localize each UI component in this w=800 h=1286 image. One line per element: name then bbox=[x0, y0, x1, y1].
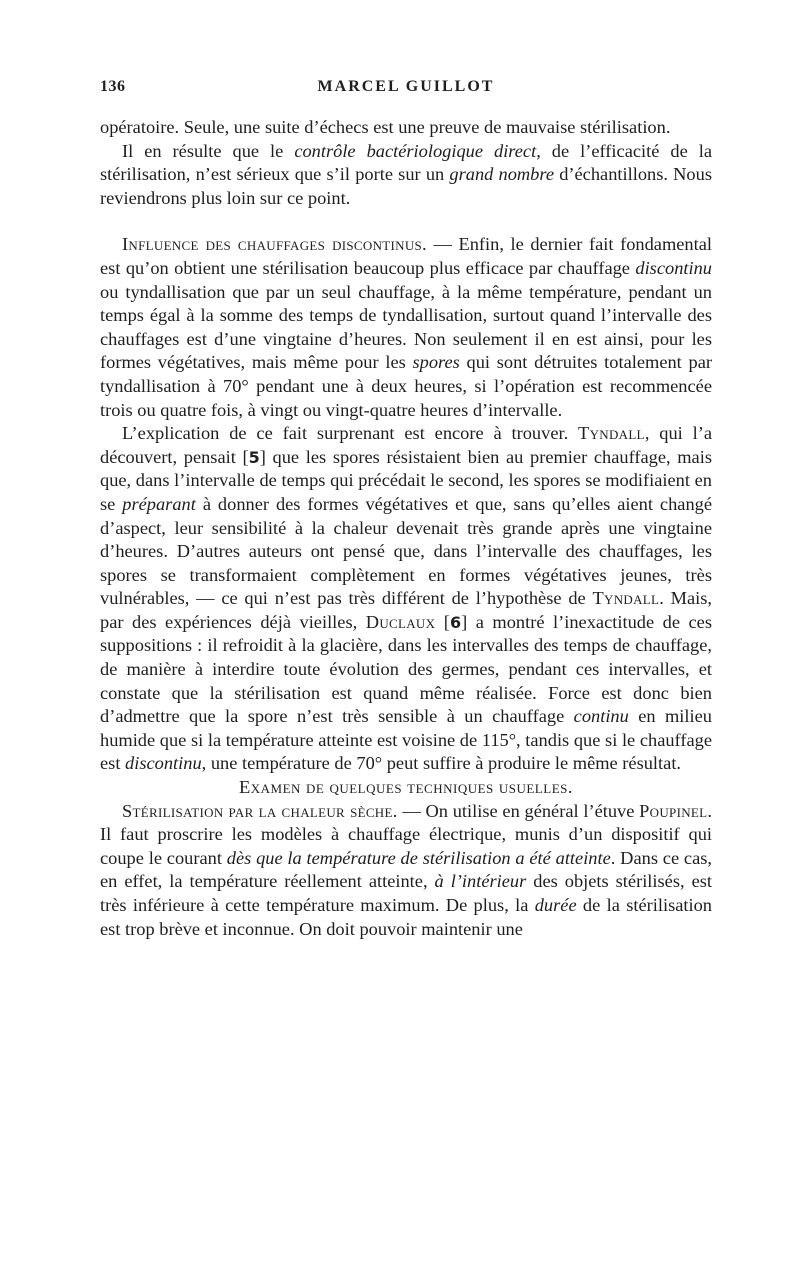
text-run: d’échantillons. Nous reviendrons plus loin sur ce point. bbox=[100, 164, 712, 208]
text-run: , une température de 70° peut suffire à produire le même résultat. bbox=[201, 753, 682, 774]
paragraph-bacteriological-control bbox=[100, 140, 712, 211]
run-in-heading: Stérilisation par la chaleur sèche. bbox=[122, 800, 398, 821]
italic-phrase: à l’intérieur bbox=[434, 871, 527, 892]
citation-ref: 6 bbox=[449, 612, 462, 632]
text-run: ] a montré l’inexactitude de ces suppositions : il refroidit à la glacière, dans les intervalles des temps de chauffage, de manière à interdire toute évolution des germes, pendant ces intervalles, et constate que la stérilisation est quand même réalisée. Force est donc bien d’admettre que la spore n’est très sensible à un chauffage bbox=[100, 611, 712, 727]
italic-phrase: grand nombre bbox=[449, 164, 555, 185]
author-name: Poupinel bbox=[639, 800, 708, 821]
text-run: à donner des formes végétatives et que, sans qu’elles aient changé d’aspect, leur sensibilité à la chaleur devenait très grande après une vingtaine d’heures. D’autres auteurs ont pensé que, dans l’intervalle des chauffages, les spores se transformaient complètement en formes végétatives jeunes, très vulnérables, — ce qui n’est pas très différent de l’hypothèse de bbox=[100, 493, 713, 609]
running-title: MARCEL GUILLOT bbox=[317, 78, 495, 95]
text-run: ] que les spores résistaient bien au premier chauffage, mais que, dans l’intervalle de temps qui précédait le second, les spores se modifiaient en se bbox=[100, 446, 712, 514]
italic-phrase: continu bbox=[573, 706, 629, 727]
paragraph-discontinuous-heating bbox=[100, 233, 712, 422]
text-run: . Il faut proscrire les modèles à chauffage électrique, munis d’un dispositif qui coupe le courant bbox=[100, 800, 712, 868]
author-name: Tyndall bbox=[592, 588, 660, 609]
text-run: en milieu humide que si la température atteinte est voisine de 115°, tandis que si le chauffage est bbox=[100, 706, 712, 774]
paragraph-dry-heat bbox=[100, 800, 712, 942]
page-body bbox=[100, 116, 712, 941]
page-number: 136 bbox=[100, 78, 126, 95]
italic-phrase: durée bbox=[534, 895, 577, 915]
citation-ref: 5 bbox=[248, 447, 260, 467]
text-run: . Dans ce cas, en effet, la température réellement atteinte, bbox=[100, 847, 712, 892]
paragraph-continuation: opératoire. Seule, une suite d’échecs est une preuve de mauvaise stérilisation. bbox=[100, 117, 671, 137]
author-name: Tyndall bbox=[578, 423, 645, 444]
italic-phrase: discontinu bbox=[635, 257, 712, 278]
text-run: ou tyndallisation que par un seul chauffage, à la même température, pendant un temps égal à la somme des temps de tyndallisation, surtout quand l’intervalle des chauffages est d’une vingtaine d’heures. Non seulement il en est ainsi, pour les formes végétatives, mais même pour les bbox=[100, 281, 712, 373]
text-run: des objets stérilisés, est très inférieure à cette température maximum. De plus, la bbox=[100, 871, 712, 915]
section-heading: Examen de quelques techniques usuelles. bbox=[239, 777, 573, 798]
author-name: Duclaux bbox=[365, 611, 436, 632]
italic-phrase: discontinu bbox=[125, 753, 202, 774]
text-run: . Mais, par des expériences déjà vieilles, bbox=[100, 588, 713, 632]
text-run: de la stérilisation est trop brève et inconnue. On doit pouvoir maintenir une bbox=[100, 895, 713, 939]
run-in-heading: Influence des chauffages discontinus. bbox=[122, 234, 427, 255]
page-header bbox=[100, 78, 712, 102]
text-run: qui sont détruites totalement par tyndallisation à 70° pendant une à deux heures, si l’opération est recommencée trois ou quatre fois, à vingt ou vingt-quatre heures d’intervalle. bbox=[100, 352, 712, 420]
text-run: [ bbox=[435, 611, 450, 632]
text-run: Il en résulte que le bbox=[122, 140, 295, 161]
text-run: L’explication de ce fait surprenant est encore à trouver. bbox=[122, 423, 579, 444]
text-run: — Enfin, le dernier fait fondamental est qu’on obtient une stérilisation beaucoup plus efficace par chauffage bbox=[100, 234, 712, 278]
paragraph-explanation bbox=[100, 422, 712, 776]
italic-phrase: dès que la température de stérilisation a été atteinte bbox=[226, 847, 611, 868]
text-run: , qui l’a découvert, pensait [ bbox=[100, 423, 712, 467]
text-run: — On utilise en général l’étuve bbox=[397, 800, 640, 821]
text-run: , de l’efficacité de la stérilisation, n’est sérieux que s’il porte sur un bbox=[100, 140, 712, 185]
italic-phrase: contrôle bactériologique direct bbox=[294, 140, 537, 161]
italic-phrase: spores bbox=[412, 352, 460, 373]
italic-phrase: préparant bbox=[122, 493, 196, 514]
